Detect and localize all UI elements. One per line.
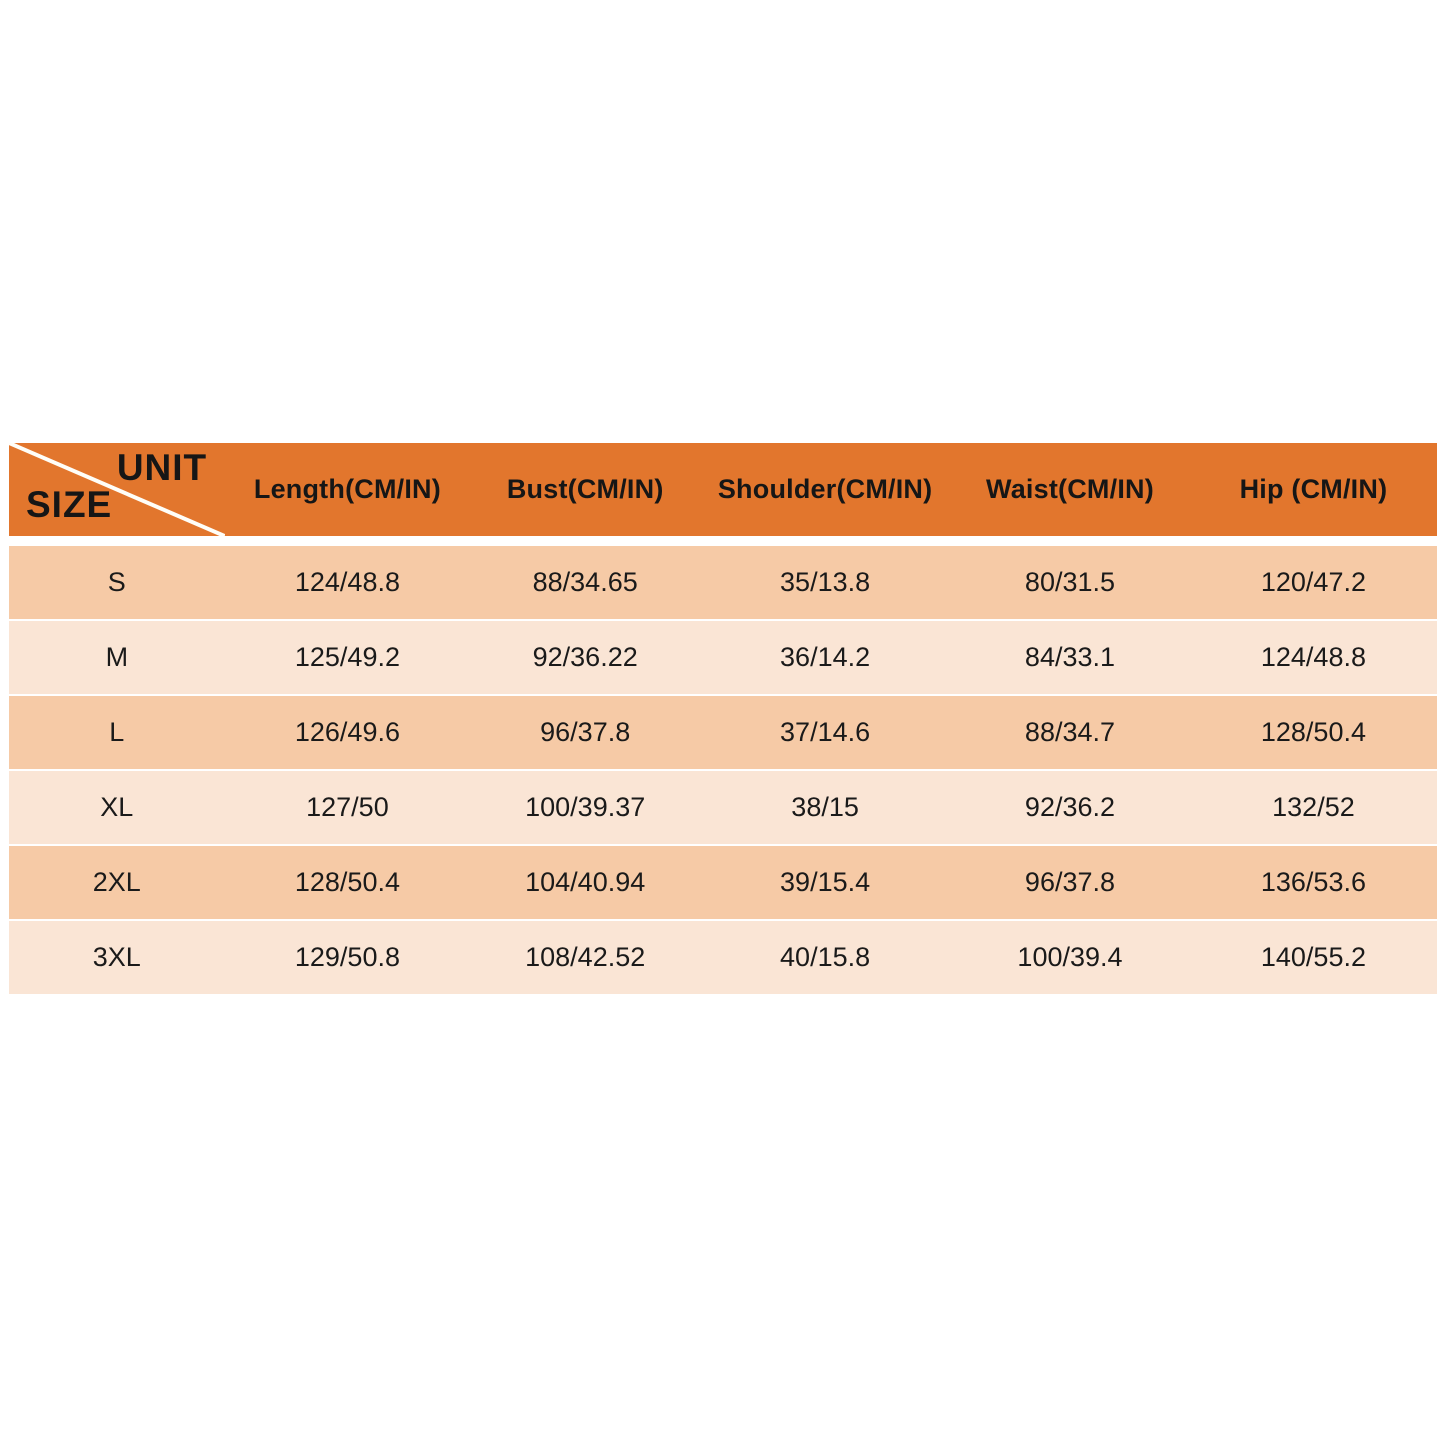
column-header-shoulder: Shoulder(CM/IN)	[717, 474, 933, 504]
value-cell: 96/37.8	[540, 717, 631, 747]
value-cell: 129/50.8	[294, 942, 400, 972]
value-cell: 40/15.8	[780, 942, 871, 972]
value-cell: 132/52	[1272, 792, 1355, 822]
value-cell: 92/36.2	[1024, 792, 1116, 822]
size-cell: M	[105, 642, 129, 672]
value-cell: 125/49.2	[294, 642, 400, 672]
size-cell: XL	[100, 792, 134, 822]
value-cell: 37/14.6	[780, 717, 871, 747]
value-cell: 92/36.22	[532, 642, 638, 672]
unit-label: UNIT	[116, 447, 208, 488]
value-cell: 88/34.7	[1024, 717, 1116, 747]
size-cell: L	[109, 717, 125, 747]
table-header-row	[9, 443, 1437, 536]
value-cell: 128/50.4	[1260, 717, 1366, 747]
value-cell: 124/48.8	[1260, 642, 1366, 672]
value-cell: 96/37.8	[1024, 867, 1116, 897]
value-cell: 126/49.6	[294, 717, 400, 747]
table-row	[9, 621, 1437, 694]
size-cell: 2XL	[92, 867, 141, 897]
size-label: SIZE	[26, 484, 113, 525]
size-cell: S	[107, 567, 126, 597]
value-cell: 124/48.8	[294, 567, 400, 597]
value-cell: 88/34.65	[532, 567, 638, 597]
column-header-length: Length(CM/IN)	[253, 474, 441, 504]
value-cell: 127/50	[306, 792, 389, 822]
value-cell: 100/39.4	[1017, 942, 1123, 972]
value-cell: 120/47.2	[1260, 567, 1366, 597]
value-cell: 84/33.1	[1024, 642, 1116, 672]
value-cell: 136/53.6	[1260, 867, 1366, 897]
table-row	[9, 921, 1437, 994]
value-cell: 104/40.94	[525, 867, 646, 897]
value-cell: 108/42.52	[525, 942, 646, 972]
value-cell: 140/55.2	[1260, 942, 1366, 972]
column-header-bust: Bust(CM/IN)	[506, 474, 664, 504]
size-chart-table	[9, 443, 1437, 994]
value-cell: 39/15.4	[780, 867, 871, 897]
column-header-waist: Waist(CM/IN)	[986, 474, 1154, 504]
table-row	[9, 846, 1437, 919]
corner-cell	[9, 443, 225, 536]
value-cell: 38/15	[791, 792, 859, 822]
header-body-divider	[9, 536, 1437, 544]
value-cell: 35/13.8	[780, 567, 871, 597]
value-cell: 36/14.2	[780, 642, 871, 672]
value-cell: 100/39.37	[525, 792, 646, 822]
table-row	[9, 546, 1437, 619]
value-cell: 80/31.5	[1024, 567, 1116, 597]
table-row	[9, 771, 1437, 844]
column-header-hip: Hip (CM/IN)	[1239, 474, 1388, 504]
size-cell: 3XL	[92, 942, 141, 972]
table-row	[9, 696, 1437, 769]
value-cell: 128/50.4	[294, 867, 400, 897]
